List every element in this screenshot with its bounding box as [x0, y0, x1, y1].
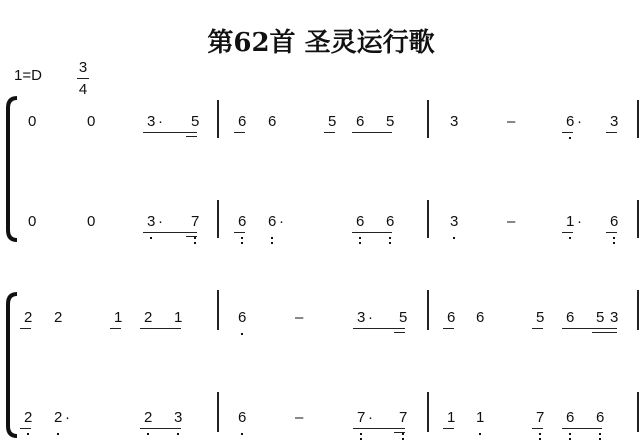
note: 5 — [191, 113, 200, 130]
note: 5 — [386, 113, 395, 130]
beam-underline — [186, 132, 197, 133]
octave-dot — [359, 237, 361, 239]
note: 3 — [174, 409, 183, 426]
note: 6 — [566, 309, 575, 326]
note: 6 — [566, 113, 575, 130]
octave-dot — [271, 237, 273, 239]
note: 6 — [596, 409, 605, 426]
system-2-brace — [3, 292, 19, 438]
note: 6 — [610, 213, 619, 230]
octave-dot — [150, 237, 152, 239]
octave-dot — [360, 433, 362, 435]
note: 7 — [536, 409, 545, 426]
barline — [637, 100, 639, 138]
octave-dot — [241, 237, 243, 239]
dot-duration: · — [158, 113, 163, 130]
note: 6 — [238, 309, 247, 326]
beam-underline — [234, 232, 245, 233]
note: 0 — [87, 213, 96, 230]
note: 6 — [238, 113, 247, 130]
beam-underline — [352, 132, 392, 133]
barline — [217, 100, 219, 138]
note: 3 — [357, 309, 366, 326]
octave-dot — [57, 433, 59, 435]
barline — [427, 392, 429, 432]
barline — [427, 200, 429, 238]
beam-underline — [592, 332, 617, 333]
note: 1 — [114, 309, 123, 326]
time-signature-bottom: 4 — [78, 81, 88, 98]
octave-dot — [389, 237, 391, 239]
beam-underline — [562, 428, 602, 429]
beam-underline — [394, 328, 405, 329]
note: 2 — [24, 409, 33, 426]
beam-underline — [20, 328, 31, 329]
beam-underline — [394, 332, 405, 333]
dot-duration: · — [368, 309, 373, 326]
time-signature-top: 3 — [78, 59, 88, 76]
barline — [637, 200, 639, 238]
octave-dot — [241, 433, 243, 435]
dot-duration: · — [279, 213, 284, 230]
note: 0 — [28, 213, 37, 230]
octave-dot — [613, 242, 615, 244]
note: 5 — [596, 309, 605, 326]
barline — [427, 290, 429, 330]
note: 2 — [54, 409, 63, 426]
beam-underline — [562, 232, 573, 233]
beam-underline — [352, 232, 392, 233]
note: 1 — [566, 213, 575, 230]
note: 6 — [238, 213, 247, 230]
octave-dot — [453, 237, 455, 239]
beam-underline — [234, 132, 245, 133]
note: 3 — [147, 113, 156, 130]
dot-duration: · — [368, 409, 373, 426]
octave-dot — [599, 433, 601, 435]
beam-underline — [140, 328, 181, 329]
beam-underline — [186, 236, 197, 237]
note: 6 — [386, 213, 395, 230]
note: – — [507, 113, 516, 130]
octave-dot — [241, 333, 243, 335]
note: 0 — [28, 113, 37, 130]
barline — [637, 290, 639, 330]
octave-dot — [402, 433, 404, 435]
note: 6 — [268, 213, 277, 230]
octave-dot — [569, 137, 571, 139]
note: 3 — [610, 113, 619, 130]
dot-duration: · — [158, 213, 163, 230]
note: 2 — [144, 309, 153, 326]
beam-underline — [324, 132, 335, 133]
beam-underline — [394, 428, 405, 429]
note: 5 — [328, 113, 337, 130]
octave-dot — [359, 242, 361, 244]
octave-dot — [360, 438, 362, 440]
note: 3 — [610, 309, 619, 326]
octave-dot — [539, 433, 541, 435]
note: 0 — [87, 113, 96, 130]
octave-dot — [479, 433, 481, 435]
note: – — [295, 309, 304, 326]
note: 2 — [54, 309, 63, 326]
note: 1 — [476, 409, 485, 426]
octave-dot — [599, 438, 601, 440]
beam-underline — [532, 428, 543, 429]
note: 6 — [238, 409, 247, 426]
beam-underline — [592, 328, 617, 329]
octave-dot — [271, 242, 273, 244]
dot-duration: · — [577, 213, 582, 230]
octave-dot — [539, 438, 541, 440]
barline — [217, 290, 219, 330]
note: 7 — [399, 409, 408, 426]
beam-underline — [532, 328, 543, 329]
note: 6 — [356, 113, 365, 130]
barline — [217, 200, 219, 238]
note: 6 — [447, 309, 456, 326]
note: – — [507, 213, 516, 230]
beam-underline — [140, 428, 181, 429]
octave-dot — [389, 242, 391, 244]
note: 6 — [356, 213, 365, 230]
octave-dot — [402, 438, 404, 440]
beam-underline — [394, 432, 405, 433]
key-signature: 1=D — [14, 67, 42, 84]
beam-underline — [110, 328, 121, 329]
note: 1 — [447, 409, 456, 426]
note: 3 — [450, 213, 459, 230]
note: 5 — [536, 309, 545, 326]
beam-underline — [20, 428, 31, 429]
octave-dot — [613, 237, 615, 239]
note: 5 — [399, 309, 408, 326]
octave-dot — [27, 433, 29, 435]
barline — [427, 100, 429, 138]
system-1-brace — [3, 96, 19, 242]
note: 2 — [144, 409, 153, 426]
dot-duration: · — [65, 409, 70, 426]
note: 7 — [357, 409, 366, 426]
octave-dot — [241, 242, 243, 244]
octave-dot — [569, 433, 571, 435]
note: 6 — [566, 409, 575, 426]
beam-underline — [186, 232, 197, 233]
note: 2 — [24, 309, 33, 326]
octave-dot — [569, 438, 571, 440]
note: 3 — [450, 113, 459, 130]
beam-underline — [606, 232, 617, 233]
octave-dot — [147, 433, 149, 435]
note: 6 — [268, 113, 277, 130]
barline — [217, 392, 219, 432]
octave-dot — [569, 237, 571, 239]
note: 7 — [191, 213, 200, 230]
octave-dot — [177, 433, 179, 435]
octave-dot — [194, 237, 196, 239]
beam-underline — [606, 132, 617, 133]
barline — [637, 392, 639, 432]
note: 6 — [476, 309, 485, 326]
beam-underline — [186, 136, 197, 137]
dot-duration: · — [577, 113, 582, 130]
note: 3 — [147, 213, 156, 230]
score-title: 第62首 圣灵运行歌 — [207, 28, 435, 58]
octave-dot — [194, 242, 196, 244]
beam-underline — [443, 328, 454, 329]
beam-underline — [443, 428, 454, 429]
beam-underline — [562, 132, 573, 133]
note: 1 — [174, 309, 183, 326]
note: – — [295, 409, 304, 426]
